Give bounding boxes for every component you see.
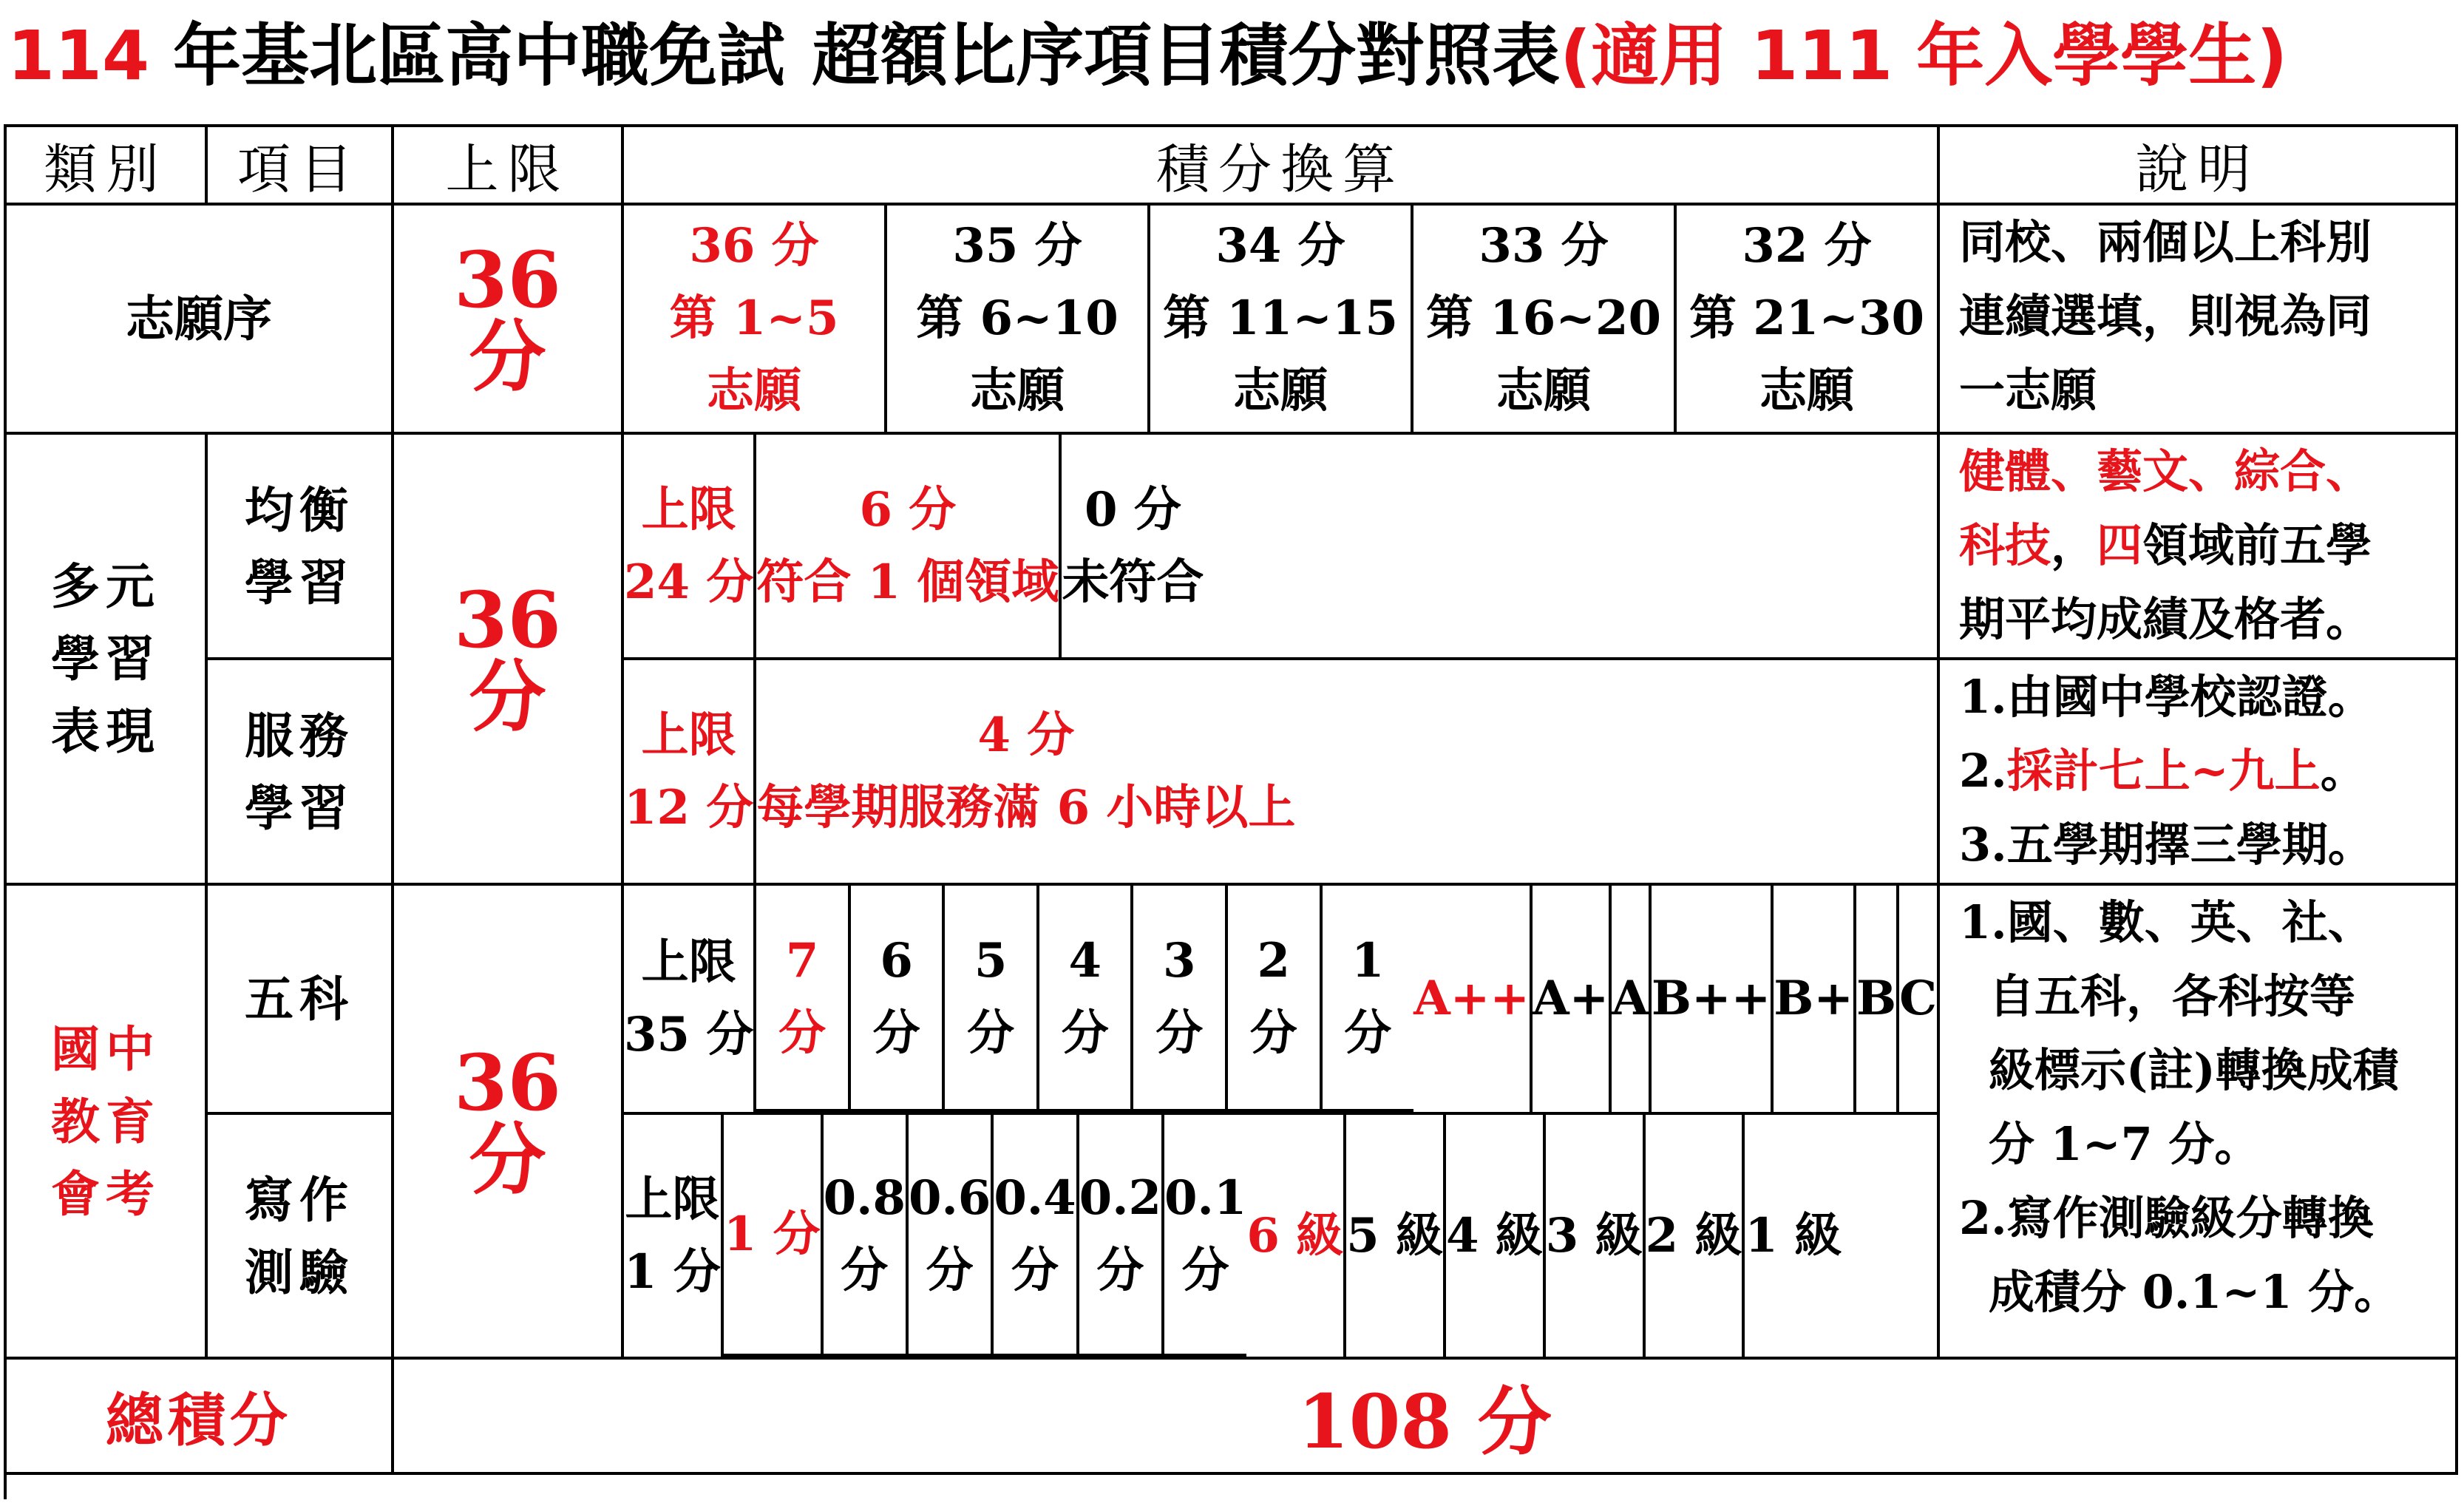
service-points-text: 每學期服務滿 6 小時以上 [756, 779, 1296, 835]
writing-points-unit: 分 [841, 1242, 889, 1298]
wish-level-unit: 志願 [707, 363, 801, 418]
five-grade: B [1856, 886, 1899, 1112]
five-cap-value: 35 分 [624, 1007, 754, 1062]
five-points: 4 分 [1039, 886, 1134, 1112]
writing-points-unit: 分 [1011, 1242, 1059, 1298]
five-subjects-item: 五科 [208, 886, 394, 1115]
balanced-cap-label: 上限 [641, 481, 736, 537]
service-desc-period: 採計七上~九上 [2006, 744, 2321, 798]
five-grade: A+ [1533, 886, 1612, 1112]
title-year: 114 [7, 16, 150, 95]
writing-points-value: 0.1 [1164, 1170, 1247, 1226]
balanced-conversion [624, 435, 1940, 660]
balanced-pass-points: 6 分 [859, 481, 957, 537]
writing-points: 1 分 [724, 1115, 824, 1357]
service-conversion [624, 660, 1940, 886]
title-applicable: (適用 [1560, 16, 1728, 95]
balanced-item-line: 均衡 [245, 481, 354, 539]
wish-item: 志願序 [7, 206, 394, 435]
five-cap [624, 886, 756, 1112]
five-points: 2 分 [1228, 886, 1323, 1112]
service-cap-value: 12 分 [624, 779, 754, 835]
wish-limit-number: 36 [454, 234, 561, 325]
exam-category-line: 教育 [51, 1092, 160, 1150]
writing-level: 3 級 [1546, 1115, 1646, 1357]
service-desc-period-end: 。 [2320, 744, 2366, 798]
exam-limit [394, 886, 624, 1360]
wish-limit-unit: 分 [469, 311, 546, 402]
wish-desc-line: 連續選填，則視為同 [1959, 289, 2372, 343]
title-students: 年入學學生) [1916, 16, 2288, 95]
writing-level: 2 級 [1646, 1115, 1745, 1357]
five-grade: B+ [1774, 886, 1856, 1112]
wish-description [1940, 206, 2458, 435]
wish-level-1 [624, 206, 887, 435]
exam-desc-line: 1.國、數、英、社、 [1959, 895, 2374, 949]
page-title [7, 4, 2287, 108]
header-conversion: 積分換算 [624, 127, 1940, 206]
balanced-item-line: 學習 [245, 553, 354, 611]
balanced-description [1940, 435, 2458, 660]
wish-level-3 [1150, 206, 1413, 435]
five-points: 6 分 [851, 886, 946, 1112]
writing-cap-value: 1 分 [624, 1244, 721, 1300]
balanced-fail-text: 未符合 [1062, 554, 1204, 610]
header-item: 項目 [208, 127, 394, 206]
exam-desc-line: 成積分 0.1~1 分。 [1989, 1265, 2400, 1319]
balanced-pass [756, 435, 1062, 657]
exam-desc-line: 自五科，各科按等 [1989, 969, 2356, 1023]
title-main: 超額比序項目積分對照表 [812, 16, 1561, 95]
writing-conversion [624, 1115, 1940, 1360]
service-item-line: 服務 [245, 706, 354, 764]
balanced-desc-comma: ， [2051, 518, 2097, 572]
wish-level-unit: 志願 [1496, 363, 1591, 418]
header-description: 說明 [1940, 127, 2458, 206]
wish-level-points: 32 分 [1742, 218, 1872, 274]
wish-level-points: 33 分 [1479, 218, 1609, 274]
writing-level: 6 級 [1246, 1115, 1346, 1357]
five-points: 7 分 [756, 886, 851, 1112]
multi-limit-unit: 分 [469, 651, 546, 742]
service-desc-line: 1.由國中學校認證。 [1959, 670, 2374, 724]
balanced-desc-rest: 領域前五學 [2142, 518, 2372, 572]
writing-points-value: 0.4 [994, 1170, 1076, 1226]
service-points [756, 660, 1295, 883]
wish-level-2 [887, 206, 1150, 435]
exam-category-line: 會考 [51, 1164, 160, 1223]
exam-category [7, 886, 208, 1360]
wish-level-range: 第 16~20 [1425, 291, 1662, 346]
writing-points-value: 0.6 [908, 1170, 991, 1226]
wish-desc-line: 同校、兩個以上科別 [1959, 215, 2372, 269]
service-cap [624, 660, 756, 883]
five-grade: C [1899, 971, 1937, 1026]
writing-points [1079, 1115, 1164, 1357]
writing-item [208, 1115, 394, 1360]
header-limit: 上限 [394, 127, 624, 206]
balanced-fail-points: 0 分 [1085, 481, 1181, 537]
writing-points-unit: 分 [1181, 1242, 1229, 1298]
exam-desc-line: 級標示(註)轉換成積 [1989, 1043, 2399, 1097]
balanced-cap [624, 435, 756, 657]
writing-cap [624, 1115, 724, 1357]
five-points: 5 分 [945, 886, 1039, 1112]
wish-level-unit: 志願 [1759, 363, 1854, 418]
score-table [4, 124, 2458, 1499]
title-entry-year: 111 [1751, 16, 1893, 95]
balanced-cap-value: 24 分 [624, 554, 754, 610]
multi-category-line: 學習 [51, 630, 160, 688]
service-cap-label: 上限 [641, 707, 736, 763]
wish-level-points: 35 分 [952, 218, 1082, 274]
exam-limit-unit: 分 [469, 1113, 546, 1205]
wish-desc-line: 一志願 [1959, 363, 2097, 417]
balanced-fail [1062, 435, 1204, 657]
balanced-desc-line: 健體、藝文、綜合、 [1959, 444, 2372, 498]
service-description [1940, 660, 2458, 886]
multi-category-line: 多元 [51, 557, 160, 615]
wish-level-4 [1413, 206, 1677, 435]
five-subjects-conversion [624, 886, 1940, 1115]
wish-level-5 [1677, 206, 1940, 435]
balanced-desc-four: 四 [2097, 518, 2143, 572]
writing-level: 1 級 [1745, 1207, 1842, 1263]
writing-item-line: 寫作 [245, 1170, 354, 1229]
exam-category-line: 國中 [51, 1019, 160, 1078]
balanced-desc-subject: 科技 [1959, 518, 2051, 572]
balanced-pass-text: 符合 1 個領域 [756, 554, 1059, 610]
service-points-value: 4 分 [977, 707, 1075, 763]
multi-category-line: 表現 [51, 702, 160, 760]
five-grade: A [1612, 886, 1652, 1112]
writing-points-value: 0.8 [823, 1170, 906, 1226]
header-category: 類別 [7, 127, 208, 206]
wish-level-range: 第 6~10 [916, 291, 1119, 346]
wish-level-points: 34 分 [1215, 218, 1345, 274]
service-item [208, 660, 394, 886]
writing-level: 4 級 [1446, 1115, 1546, 1357]
exam-desc-line: 分 1~7 分。 [1989, 1117, 2261, 1171]
multi-limit-number: 36 [454, 574, 561, 665]
five-points: 3 分 [1133, 886, 1228, 1112]
total-value: 108 分 [394, 1360, 2458, 1475]
five-points: 1 分 [1323, 886, 1414, 1112]
writing-points-unit: 分 [1096, 1242, 1144, 1298]
wish-level-range: 第 21~30 [1689, 291, 1925, 346]
balanced-item [208, 435, 394, 660]
wish-level-unit: 志願 [1233, 363, 1328, 418]
title-region: 年基北區高中職免試 [173, 16, 786, 95]
service-item-line: 學習 [245, 778, 354, 837]
wish-level-unit: 志願 [970, 363, 1065, 418]
multi-limit [394, 435, 624, 886]
exam-limit-number: 36 [454, 1037, 561, 1128]
wish-level-points: 36 分 [689, 218, 819, 274]
writing-points [1164, 1115, 1246, 1357]
writing-points [994, 1115, 1079, 1357]
writing-cap-label: 上限 [625, 1171, 720, 1227]
writing-points-value: 0.2 [1079, 1170, 1161, 1226]
five-cap-label: 上限 [641, 934, 736, 990]
multi-category [7, 435, 208, 886]
wish-limit [394, 206, 624, 435]
writing-level: 5 級 [1346, 1115, 1446, 1357]
five-grade: B++ [1652, 886, 1774, 1112]
total-label: 總積分 [7, 1360, 394, 1475]
five-grade: A++ [1413, 886, 1533, 1112]
service-desc-number: 2. [1959, 744, 2007, 798]
balanced-desc-line: 期平均成績及格者。 [1959, 592, 2372, 646]
exam-desc-line: 2.寫作測驗級分轉換 [1959, 1191, 2374, 1245]
writing-item-line: 測驗 [245, 1243, 354, 1301]
writing-points [824, 1115, 909, 1357]
wish-level-range: 第 11~15 [1162, 291, 1399, 346]
writing-points [909, 1115, 994, 1357]
writing-points-unit: 分 [926, 1242, 974, 1298]
exam-description [1940, 886, 2458, 1360]
wish-level-range: 第 1~5 [669, 291, 839, 346]
service-desc-line: 3.五學期擇三學期。 [1959, 818, 2374, 872]
